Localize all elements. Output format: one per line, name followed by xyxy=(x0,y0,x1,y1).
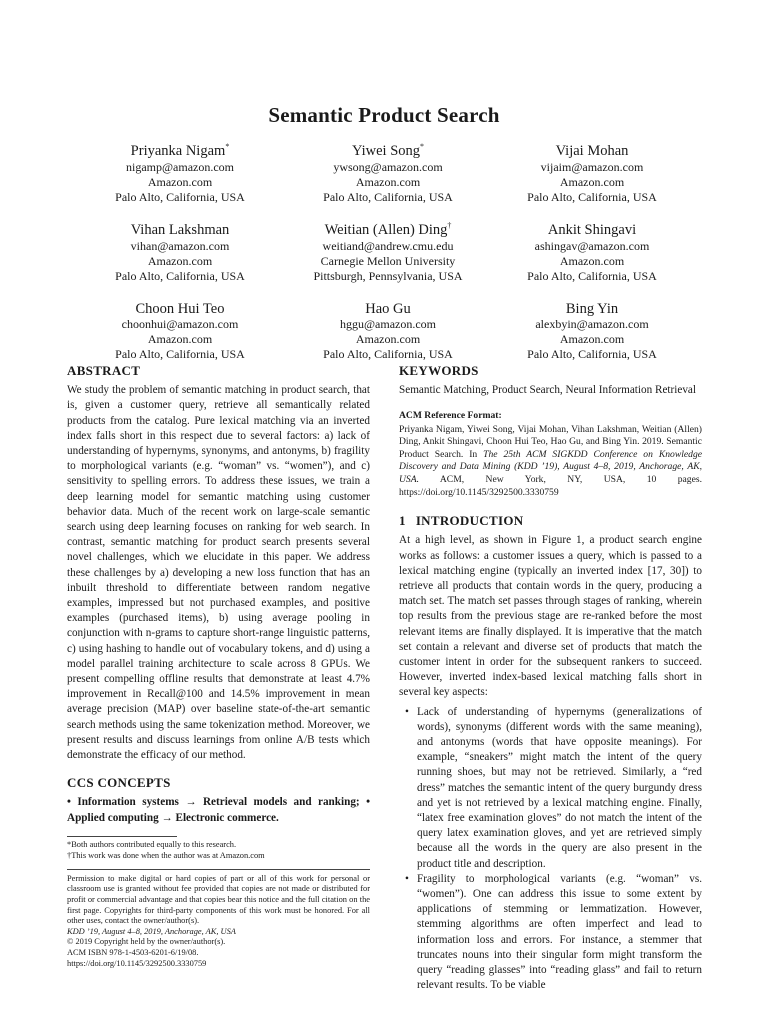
author-email[interactable]: choonhui@amazon.com xyxy=(121,317,239,332)
isbn-line: ACM ISBN 978-1-4503-6201-6/19/08. xyxy=(67,948,199,958)
author-location: Palo Alto, California, USA xyxy=(115,347,245,362)
author-affiliation: Amazon.com xyxy=(355,332,421,347)
author-email[interactable]: weitiand@andrew.cmu.edu xyxy=(322,238,454,253)
author-entry xyxy=(76,138,284,205)
copyright-line: © 2019 Copyright held by the owner/author(s). xyxy=(67,937,226,947)
permission-text: Permission to make digital or hard copies of part or all of this work for personal or classroom use is granted without fee provided that copies are not made or distributed for profit or commercial advantage and that copies bear this notice and the full citation on the first page. Copyrights for third-party components of this work must be honored. For all other uses, contact the owner/author(s). xyxy=(67,873,370,926)
author-email[interactable]: ashingav@amazon.com xyxy=(534,238,650,253)
footnote-equal-contribution: *Both authors contributed equally to this research. xyxy=(67,839,237,849)
introduction-heading: 1 INTRODUCTION xyxy=(399,513,524,529)
footnote-amazon: †This work was done when the author was at Amazon.com xyxy=(67,850,265,860)
author-email[interactable]: nigamp@amazon.com xyxy=(125,159,235,174)
venue-line: KDD ’19, August 4–8, 2019, Anchorage, AK, USA xyxy=(67,926,236,936)
author-email[interactable]: hggu@amazon.com xyxy=(339,317,437,332)
author-name: Weitian (Allen) Ding† xyxy=(324,220,452,238)
keywords-text: Semantic Matching, Product Search, Neural Information Retrieval xyxy=(399,384,696,397)
author-email[interactable]: ywsong@amazon.com xyxy=(333,159,443,174)
left-column xyxy=(67,363,370,969)
author-entry xyxy=(76,296,284,363)
author-name: Vijai Mohan xyxy=(555,142,629,159)
author-name: Choon Hui Teo xyxy=(135,300,225,317)
author-name: Ankit Shingavi xyxy=(547,221,637,238)
author-email[interactable]: vihan@amazon.com xyxy=(130,238,230,253)
ccs-section xyxy=(67,775,370,826)
abstract-text: We study the problem of semantic matching in product search, that is, given a customer query, retrieve all semantically related products from the catalog. Pure lexical matching via an inverted index falls short in this respect due to several factors: a) lack of understanding of hypernyms, synonyms, and antonyms, b) fragility to morphological variants (e.g. “woman” vs. “women”), and c) sensitivity to spelling errors. To address these issues, we train a deep learning model for semantic matching using customer behavior data. Much of the recent work on large-scale semantic search using deep learning focuses on ranking for web search. In contrast, semantic matching for product search presents several novel challenges, which we elucidate in this paper. We address these challenges by a) developing a new loss function that has an inbuilt threshold to differentiate between random negative examples, impressed but not purchased examples, and positive examples (purchased items), b) using average pooling in conjunction with n-grams to capture short-range linguistic patterns, c) using hashing to handle out of vocabulary tokens, and d) using a model parallel training architecture to scale across 8 GPUs. We present compelling offline results that demonstrate at least 4.7% improvement in Recall@100 and 14.5% improvement in mean average precision (MAP) over baseline state-of-the-art semantic search methods using the same tokenization method. Moreover, we present results and discuss learnings from online A/B tests which demonstrate the efficacy of our method. xyxy=(67,384,370,762)
permission-notice xyxy=(67,869,370,969)
introduction-paragraph: At a high level, as shown in Figure 1, a product search engine works as follows: a customer issues a query, which is passed to a lexical matching engine (typically an inverted index [17, 30]) to retrieve all products that contain words in the query, producing a match set. The match set passes through stages of ranking, wherein top results from the previous stage are re-ranked before the most relevant items are finally displayed. It is imperative that the match set contain a relevant and diverse set of products that match the customer intent in order for the subsequent rankers to succeed. However, inverted index-based lexical matching falls short in several key aspects: xyxy=(399,534,702,699)
author-affiliation: Amazon.com xyxy=(559,174,625,189)
author-affiliation: Amazon.com xyxy=(355,174,421,189)
author-location: Palo Alto, California, USA xyxy=(115,189,245,204)
keywords-heading: KEYWORDS xyxy=(399,363,479,378)
author-block xyxy=(76,138,692,374)
author-location: Palo Alto, California, USA xyxy=(527,268,657,283)
author-location: Palo Alto, California, USA xyxy=(527,347,657,362)
author-affiliation: Amazon.com xyxy=(147,253,213,268)
author-entry xyxy=(284,296,492,363)
author-affiliation: Amazon.com xyxy=(147,332,213,347)
author-email[interactable]: vijaim@amazon.com xyxy=(540,159,644,174)
abstract-heading: ABSTRACT xyxy=(67,363,141,378)
author-entry xyxy=(492,296,692,363)
author-affiliation: Carnegie Mellon University xyxy=(320,253,456,268)
footnotes xyxy=(67,836,265,861)
doi-link[interactable]: https://doi.org/10.1145/3292500.3330759 xyxy=(67,958,207,968)
author-name: Yiwei Song* xyxy=(351,142,425,159)
right-column xyxy=(399,363,702,993)
author-affiliation: Amazon.com xyxy=(559,332,625,347)
bullet-morphological: • Fragility to morphological variants (e.g. “woman” vs. “women”). One can address this issue to some extent by applications of stemming or lemmatization. However, stemming algorithms are often imperfect and lead to information loss and errors. For instance, a stemmer that truncates nouns into their singular form might transform the query “reading glasses” into “reading glass” and fail to return relevant results. To be viable xyxy=(417,872,702,994)
paper-title: Semantic Product Search xyxy=(268,103,500,127)
ccs-text: • Information systems → Retrieval models and ranking; • Applied computing → Electronic commerce. xyxy=(67,796,370,824)
author-location: Pittsburgh, Pennsylvania, USA xyxy=(313,268,463,283)
author-entry xyxy=(492,138,692,205)
acm-reference-heading: ACM Reference Format: xyxy=(399,410,502,422)
author-location: Palo Alto, California, USA xyxy=(527,189,657,204)
author-location: Palo Alto, California, USA xyxy=(115,268,245,283)
author-location: Palo Alto, California, USA xyxy=(323,189,453,204)
author-entry xyxy=(492,217,692,284)
author-name: Vihan Lakshman xyxy=(130,221,230,238)
author-entry xyxy=(284,138,492,205)
ccs-heading: CCS CONCEPTS xyxy=(67,775,171,791)
author-affiliation: Amazon.com xyxy=(147,174,213,189)
author-name: Bing Yin xyxy=(565,300,619,317)
bullet-hypernyms: • Lack of understanding of hypernyms (generalizations of words), synonyms (different words with the same meaning), and antonyms (words that have opposite meanings). For example, “sneakers” might match the intent of the query running shoes, but may not be retrieved. Similarly, a “red dress” matches the semantic intent of the query burgundy dress and yet is not retrieved by a lexical matching engine. Finally, “latex free examination gloves” do not match the intent of the query latex examination gloves, and yet are retrieved simply because all the words in the query are also present in the product title and description. xyxy=(417,705,702,872)
acm-reference-text: Priyanka Nigam, Yiwei Song, Vijai Mohan, Vihan Lakshman, Weitian (Allen) Ding, Ankit Shingavi, Choon Hui Teo, Hao Gu, and Bing Yin. 2019. Semantic Product Search. In The 25th ACM SIGKDD Conference on Knowledge Discovery and Data Mining (KDD ’19), August 4–8, 2019, Anchorage, AK, USA. ACM, New York, NY, USA, 10 pages. https://doi.org/10.1145/3292500.3330759 xyxy=(399,423,702,498)
author-location: Palo Alto, California, USA xyxy=(323,347,453,362)
author-name: Hao Gu xyxy=(365,300,411,317)
author-affiliation: Amazon.com xyxy=(559,253,625,268)
introduction-bullets xyxy=(399,705,702,994)
author-entry xyxy=(76,217,284,284)
author-name: Priyanka Nigam* xyxy=(130,142,230,159)
author-entry xyxy=(284,217,492,284)
author-email[interactable]: alexbyin@amazon.com xyxy=(535,317,649,332)
